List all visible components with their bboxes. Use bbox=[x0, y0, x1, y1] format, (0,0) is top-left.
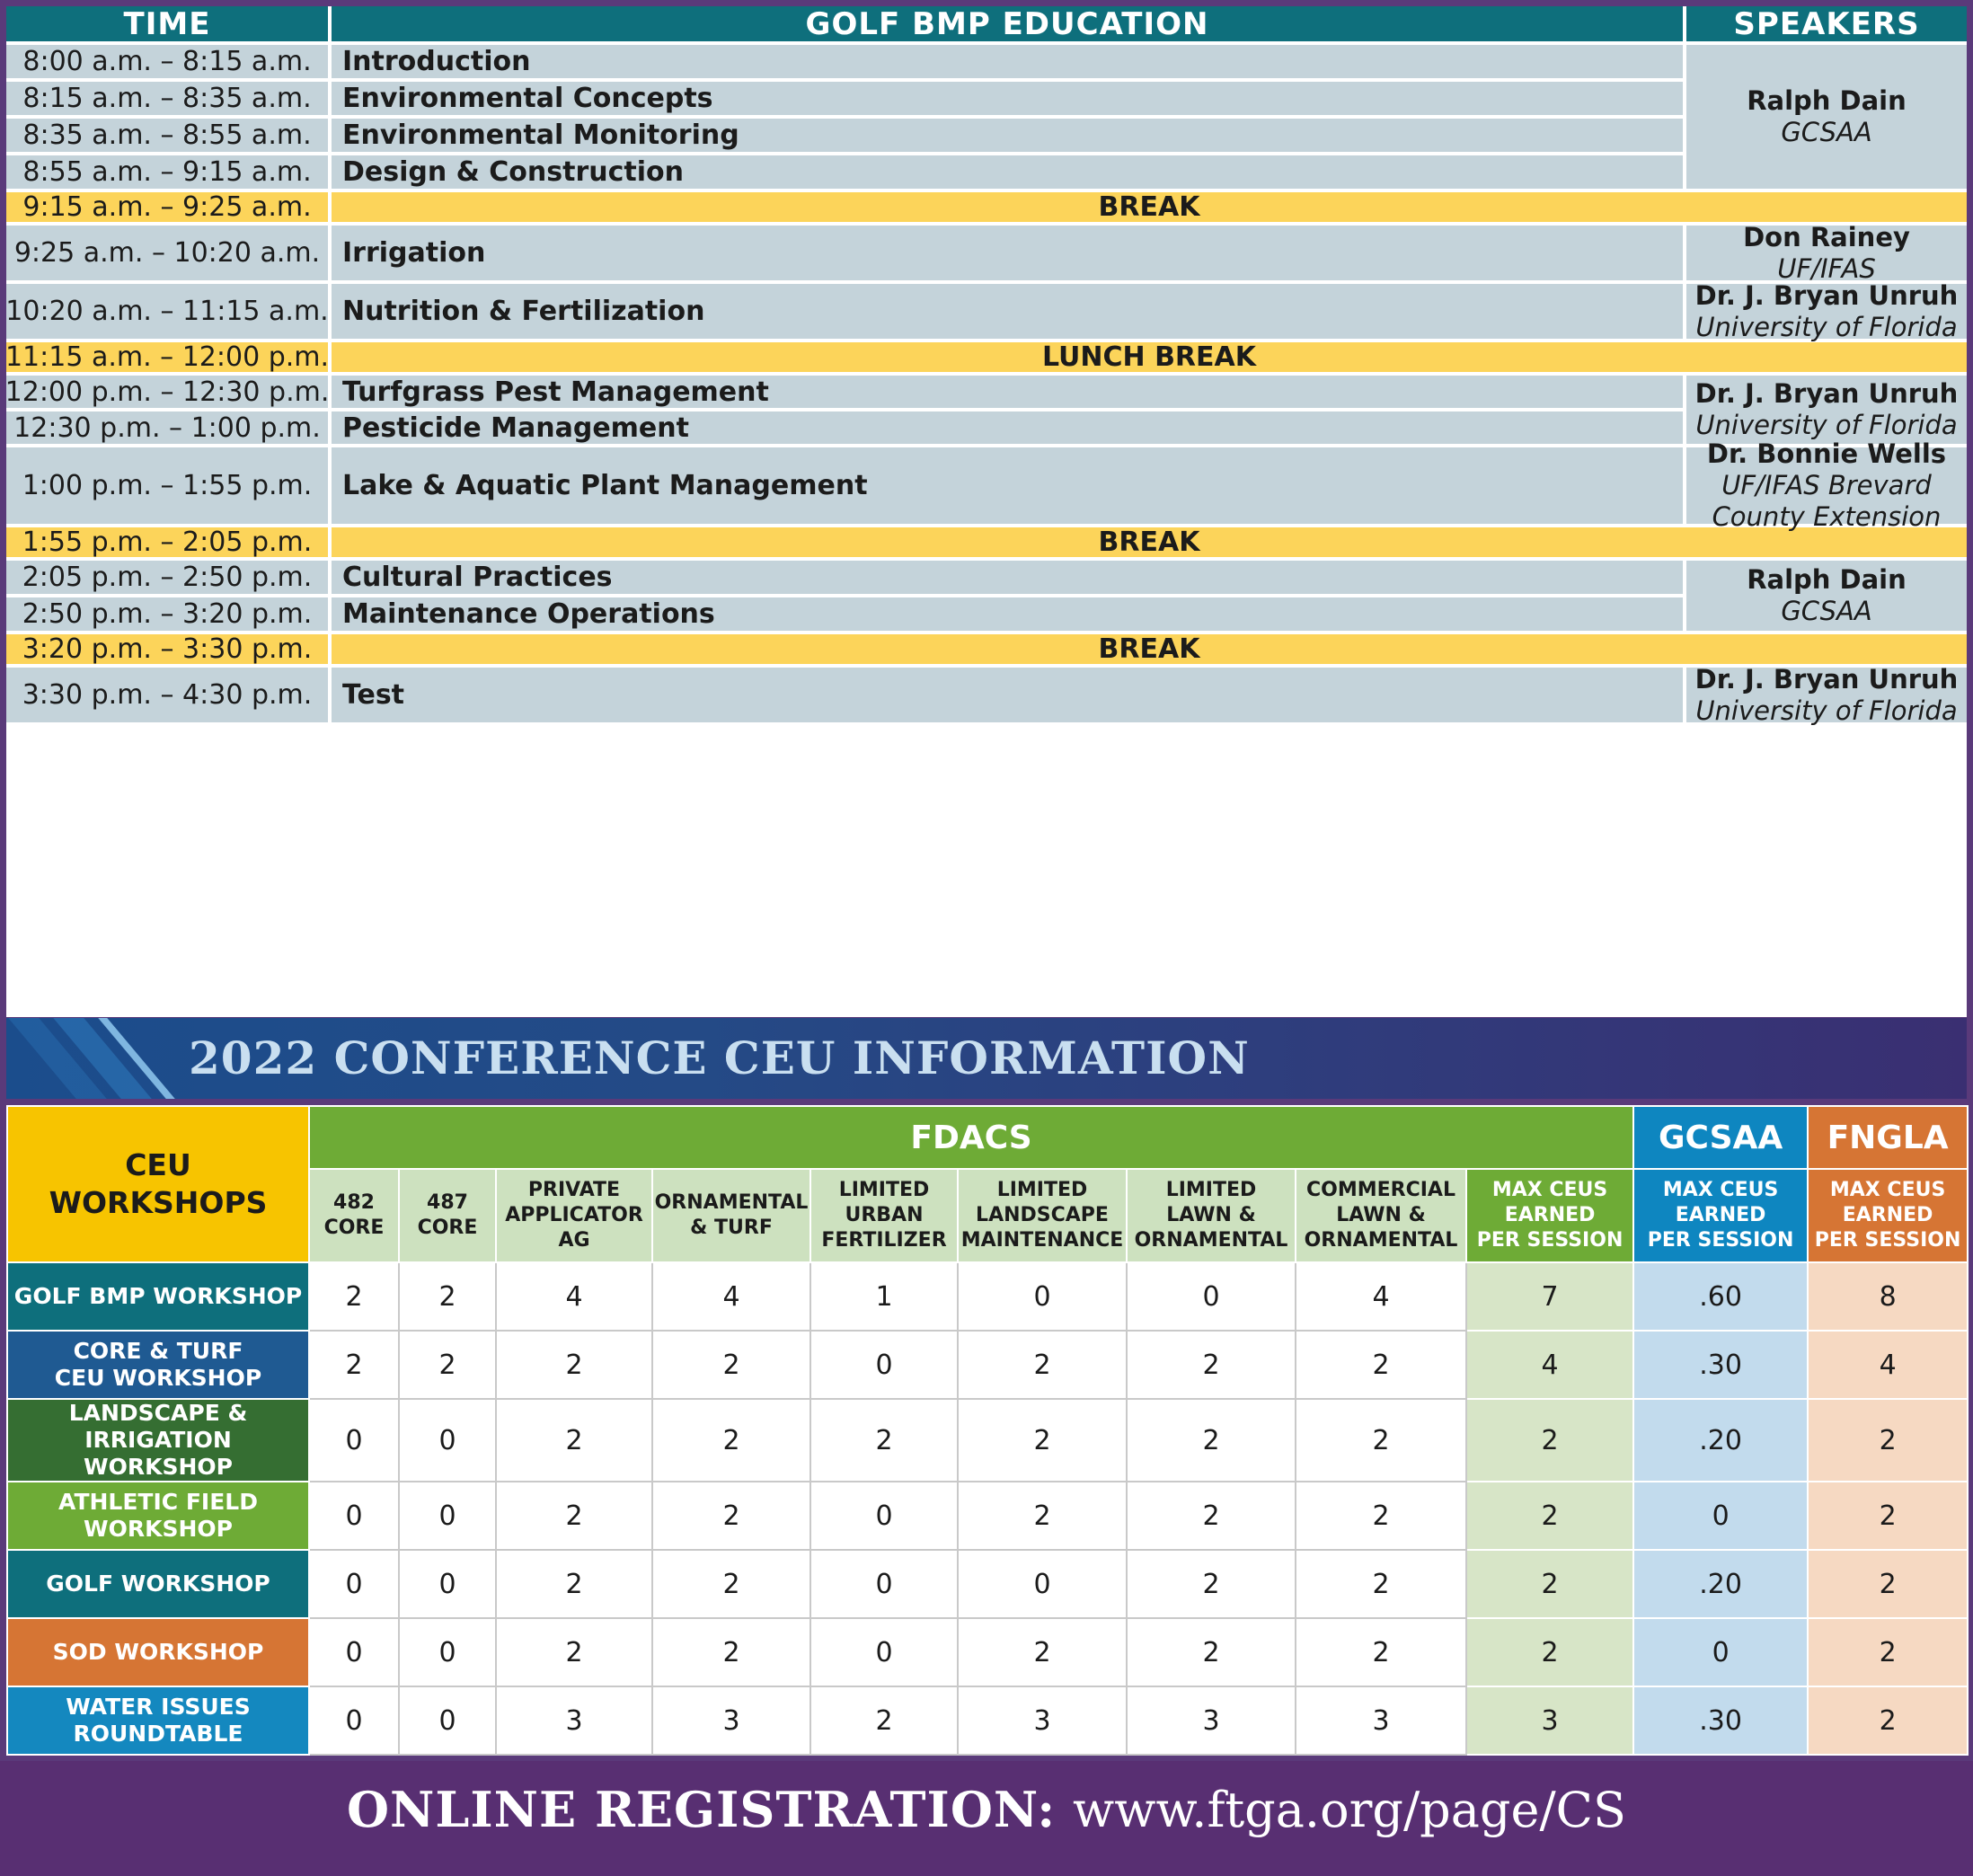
topic-cell: Lake & Aquatic Plant Management bbox=[332, 447, 1683, 524]
ceu-value-cell: 2 bbox=[1466, 1550, 1633, 1618]
speaker-affiliation: County Extension bbox=[1712, 501, 1942, 532]
ceu-table-row bbox=[7, 1399, 1968, 1482]
speaker-affiliation: University of Florida bbox=[1695, 695, 1958, 726]
ceu-value-cell: 2 bbox=[1808, 1399, 1968, 1482]
workshop-name-cell bbox=[7, 1482, 309, 1550]
ceu-value-cell: 4 bbox=[1808, 1331, 1968, 1399]
ceu-value-cell: 0 bbox=[958, 1262, 1127, 1331]
speaker-affiliation: GCSAA bbox=[1781, 596, 1872, 626]
ceu-value-cell: 2 bbox=[1466, 1618, 1633, 1686]
speaker-name: Ralph Dain bbox=[1747, 564, 1907, 595]
ceu-value-cell: 0 bbox=[1127, 1262, 1296, 1331]
ceu-value-cell: .30 bbox=[1633, 1686, 1808, 1755]
column-header-line: LANDSCAPE bbox=[976, 1204, 1109, 1226]
column-header-line: LAWN & bbox=[1166, 1204, 1256, 1226]
ceu-value-cell: 2 bbox=[1466, 1482, 1633, 1550]
ceu-table-row bbox=[7, 1550, 1968, 1618]
speaker-affiliation: UF/IFAS Brevard bbox=[1721, 470, 1932, 500]
workshop-name-cell bbox=[7, 1399, 309, 1482]
ceu-banner bbox=[6, 1018, 1967, 1099]
ceu-value-cell: 2 bbox=[958, 1399, 1127, 1482]
workshop-name-line: GOLF WORKSHOP bbox=[46, 1571, 270, 1597]
ceu-value-cell: 7 bbox=[1466, 1262, 1633, 1331]
ceu-value-cell: 0 bbox=[958, 1550, 1127, 1618]
ceu-table-row bbox=[7, 1618, 1968, 1686]
column-header-line: PER SESSION bbox=[1647, 1229, 1794, 1252]
topic-cell: Environmental Concepts bbox=[332, 82, 1683, 115]
ceu-value-cell: 2 bbox=[652, 1550, 810, 1618]
ceu-value-cell: 2 bbox=[399, 1331, 496, 1399]
topic-cell: Turfgrass Pest Management bbox=[332, 376, 1683, 408]
ceu-value-cell: 2 bbox=[496, 1482, 652, 1550]
topic-cell: Nutrition & Fertilization bbox=[332, 284, 1683, 339]
ceu-corner-line: WORKSHOPS bbox=[49, 1185, 268, 1220]
workshop-name-line: GOLF BMP WORKSHOP bbox=[13, 1283, 303, 1309]
speaker-name: Dr. J. Bryan Unruh bbox=[1694, 663, 1959, 695]
ceu-value-cell: 0 bbox=[810, 1331, 958, 1399]
ceu-value-cell: 2 bbox=[1808, 1618, 1968, 1686]
column-header-line: APPLICATOR bbox=[505, 1204, 643, 1226]
ceu-value-cell: 0 bbox=[309, 1482, 399, 1550]
workshop-name-cell bbox=[7, 1550, 309, 1618]
ceu-value-cell: 0 bbox=[309, 1399, 399, 1482]
time-cell: 8:00 a.m. – 8:15 a.m. bbox=[6, 45, 328, 78]
column-header-line: PRIVATE bbox=[527, 1179, 621, 1201]
column-header-line: MAX CEUS bbox=[1662, 1179, 1779, 1201]
ceu-value-cell: .20 bbox=[1633, 1399, 1808, 1482]
fdacs-max-ceus-header bbox=[1466, 1169, 1633, 1262]
ceu-value-cell: 2 bbox=[958, 1618, 1127, 1686]
ceu-value-cell: 3 bbox=[652, 1686, 810, 1755]
column-header-line: LAWN & bbox=[1336, 1204, 1426, 1226]
ceu-value-cell: 2 bbox=[1808, 1550, 1968, 1618]
ceu-value-cell: 2 bbox=[1296, 1550, 1466, 1618]
ceu-value-cell: 2 bbox=[810, 1399, 958, 1482]
ceu-table-row bbox=[7, 1482, 1968, 1550]
ceu-value-cell: 4 bbox=[652, 1262, 810, 1331]
ceu-value-cell: 4 bbox=[496, 1262, 652, 1331]
column-header-line: MAINTENANCE bbox=[960, 1229, 1124, 1252]
gcsaa-max-ceus-header bbox=[1633, 1169, 1808, 1262]
ceu-value-cell: 2 bbox=[652, 1331, 810, 1399]
time-cell: 3:30 p.m. – 4:30 p.m. bbox=[6, 668, 328, 722]
speaker-name: Dr. J. Bryan Unruh bbox=[1694, 279, 1959, 311]
ceu-value-cell: 2 bbox=[496, 1399, 652, 1482]
topic-cell: Irrigation bbox=[332, 226, 1683, 280]
column-header-line: ORNAMENTAL bbox=[1304, 1229, 1458, 1252]
ceu-value-cell: 0 bbox=[1633, 1482, 1808, 1550]
workshop-name-cell bbox=[7, 1262, 309, 1331]
topic-cell: Test bbox=[332, 668, 1683, 722]
fngla-group-header: FNGLA bbox=[1808, 1106, 1968, 1169]
column-header-line: 487 bbox=[427, 1191, 468, 1214]
column-header-line: LIMITED bbox=[838, 1179, 930, 1201]
topic-cell: Cultural Practices bbox=[332, 561, 1683, 594]
ceu-value-cell: 0 bbox=[810, 1482, 958, 1550]
fdacs-column-header bbox=[309, 1169, 399, 1262]
speaker-cell bbox=[1686, 663, 1967, 726]
ceu-value-cell: 2 bbox=[1127, 1331, 1296, 1399]
ceu-value-cell: 4 bbox=[1466, 1331, 1633, 1399]
speaker-name: Dr. Bonnie Wells bbox=[1706, 438, 1947, 469]
ceu-value-cell: 2 bbox=[1296, 1331, 1466, 1399]
ceu-value-cell: 2 bbox=[1808, 1482, 1968, 1550]
speaker-cell bbox=[1686, 561, 1967, 631]
ceu-value-cell: 2 bbox=[1127, 1482, 1296, 1550]
fdacs-column-header bbox=[399, 1169, 496, 1262]
ceu-value-cell: .20 bbox=[1633, 1550, 1808, 1618]
ceu-value-cell: 2 bbox=[309, 1262, 399, 1331]
topic-cell: Introduction bbox=[332, 45, 1683, 78]
column-header-line: CORE bbox=[323, 1217, 385, 1239]
column-header-line: FERTILIZER bbox=[821, 1229, 947, 1252]
fdacs-group-header: FDACS bbox=[309, 1106, 1633, 1169]
break-label: BREAK bbox=[332, 527, 1967, 557]
column-header-line: CORE bbox=[417, 1217, 478, 1239]
time-cell: 9:15 a.m. – 9:25 a.m. bbox=[6, 192, 328, 222]
topic-cell: Pesticide Management bbox=[332, 411, 1683, 444]
ceu-value-cell: 0 bbox=[399, 1550, 496, 1618]
ceu-value-cell: 3 bbox=[1296, 1686, 1466, 1755]
speaker-cell bbox=[1686, 221, 1967, 284]
ceu-table-row bbox=[7, 1262, 1968, 1331]
registration-url[interactable]: www.ftga.org/page/CS bbox=[1073, 1782, 1626, 1838]
ceu-value-cell: 2 bbox=[652, 1482, 810, 1550]
column-header-line: LIMITED bbox=[1165, 1179, 1257, 1201]
break-label: LUNCH BREAK bbox=[332, 342, 1967, 372]
ceu-value-cell: 1 bbox=[810, 1262, 958, 1331]
column-header-line: 482 bbox=[333, 1191, 375, 1214]
ceu-value-cell: 3 bbox=[958, 1686, 1127, 1755]
column-header-line: ORNAMENTAL bbox=[654, 1191, 809, 1214]
speaker-affiliation: University of Florida bbox=[1695, 410, 1958, 440]
workshop-name-line: IRRIGATION WORKSHOP bbox=[84, 1427, 233, 1480]
speaker-affiliation: UF/IFAS bbox=[1777, 252, 1876, 284]
time-cell: 1:00 p.m. – 1:55 p.m. bbox=[6, 447, 328, 524]
break-label: BREAK bbox=[332, 634, 1967, 664]
ceu-value-cell: 2 bbox=[1296, 1399, 1466, 1482]
speaker-affiliation: GCSAA bbox=[1781, 117, 1872, 147]
ceu-value-cell: 8 bbox=[1808, 1262, 1968, 1331]
ceu-value-cell: 2 bbox=[958, 1482, 1127, 1550]
speaker-name: Ralph Dain bbox=[1747, 85, 1907, 116]
ceu-table-row bbox=[7, 1331, 1968, 1399]
time-cell: 12:30 p.m. – 1:00 p.m. bbox=[6, 411, 328, 444]
speaker-name: Don Rainey bbox=[1743, 221, 1910, 252]
time-cell: 8:35 a.m. – 8:55 a.m. bbox=[6, 119, 328, 152]
workshop-name-line: CORE & TURF bbox=[73, 1338, 243, 1364]
ceu-value-cell: 2 bbox=[1296, 1618, 1466, 1686]
ceu-value-cell: 3 bbox=[1127, 1686, 1296, 1755]
column-header-line: EARNED bbox=[1842, 1204, 1933, 1226]
ceu-value-cell: 2 bbox=[399, 1262, 496, 1331]
workshop-name-line: LANDSCAPE & bbox=[68, 1400, 248, 1426]
column-header-line: PER SESSION bbox=[1814, 1229, 1961, 1252]
ceu-value-cell: .30 bbox=[1633, 1331, 1808, 1399]
online-registration-footer bbox=[0, 1761, 1973, 1876]
column-header-line: MAX CEUS bbox=[1491, 1179, 1608, 1201]
registration-label: ONLINE REGISTRATION: bbox=[347, 1781, 1057, 1838]
ceu-value-cell: 2 bbox=[1127, 1550, 1296, 1618]
ceu-value-cell: 2 bbox=[496, 1618, 652, 1686]
gcsaa-group-header: GCSAA bbox=[1633, 1106, 1808, 1169]
ceu-value-cell: 4 bbox=[1296, 1262, 1466, 1331]
workshop-name-line: ATHLETIC FIELD bbox=[58, 1489, 258, 1515]
column-header-line: & TURF bbox=[690, 1217, 773, 1239]
workshop-name-cell bbox=[7, 1686, 309, 1755]
column-header-line: EARNED bbox=[1504, 1204, 1596, 1226]
topic-cell: Environmental Monitoring bbox=[332, 119, 1683, 152]
column-header-line: LIMITED bbox=[996, 1179, 1088, 1201]
workshop-name-line: CEU WORKSHOP bbox=[54, 1365, 262, 1391]
fdacs-column-header bbox=[652, 1169, 810, 1262]
time-cell: 11:15 a.m. – 12:00 p.m. bbox=[4, 341, 330, 373]
fdacs-column-header bbox=[958, 1169, 1127, 1262]
time-cell: 12:00 p.m. – 12:30 p.m. bbox=[4, 376, 330, 408]
ceu-value-cell: 2 bbox=[1466, 1399, 1633, 1482]
fngla-max-ceus-header bbox=[1808, 1169, 1968, 1262]
time-cell: 8:15 a.m. – 8:35 a.m. bbox=[6, 82, 328, 115]
speaker-cell bbox=[1686, 279, 1967, 342]
time-cell: 9:25 a.m. – 10:20 a.m. bbox=[6, 226, 328, 280]
ceu-value-cell: 2 bbox=[309, 1331, 399, 1399]
column-header-line: AG bbox=[558, 1229, 590, 1252]
time-cell: 8:55 a.m. – 9:15 a.m. bbox=[6, 155, 328, 189]
topic-cell: Design & Construction bbox=[332, 155, 1683, 189]
ceu-value-cell: 3 bbox=[496, 1686, 652, 1755]
time-cell: 3:20 p.m. – 3:30 p.m. bbox=[6, 634, 328, 664]
topic-header: GOLF BMP EDUCATION bbox=[332, 6, 1683, 41]
ceu-value-cell: 2 bbox=[958, 1331, 1127, 1399]
ceu-banner-title: 2022 CONFERENCE CEU INFORMATION bbox=[189, 1031, 1250, 1084]
column-header-line: MAX CEUS bbox=[1829, 1179, 1946, 1201]
ceu-value-cell: 0 bbox=[309, 1618, 399, 1686]
time-cell: 2:05 p.m. – 2:50 p.m. bbox=[6, 561, 328, 594]
ceu-value-cell: 2 bbox=[1127, 1618, 1296, 1686]
speaker-name: Dr. J. Bryan Unruh bbox=[1694, 378, 1959, 409]
fdacs-column-header bbox=[496, 1169, 652, 1262]
topic-cell: Maintenance Operations bbox=[332, 597, 1683, 631]
fdacs-column-header bbox=[810, 1169, 958, 1262]
workshop-name-cell bbox=[7, 1331, 309, 1399]
ceu-value-cell: 2 bbox=[652, 1399, 810, 1482]
fdacs-column-header bbox=[1296, 1169, 1466, 1262]
workshop-name-line: ROUNDTABLE bbox=[73, 1721, 243, 1747]
time-header: TIME bbox=[6, 6, 328, 41]
ceu-value-cell: 0 bbox=[399, 1399, 496, 1482]
workshop-name-line: WORKSHOP bbox=[84, 1516, 233, 1542]
time-cell: 2:50 p.m. – 3:20 p.m. bbox=[6, 597, 328, 631]
ceu-value-cell: 2 bbox=[1127, 1399, 1296, 1482]
ceu-value-cell: 3 bbox=[1466, 1686, 1633, 1755]
ceu-value-cell: 0 bbox=[399, 1686, 496, 1755]
schedule-table bbox=[6, 6, 1967, 1017]
ceu-value-cell: 0 bbox=[810, 1550, 958, 1618]
ceu-table bbox=[6, 1105, 1969, 1756]
workshop-name-line: SOD WORKSHOP bbox=[52, 1639, 264, 1665]
speaker-cell bbox=[1686, 438, 1967, 532]
speakers-header: SPEAKERS bbox=[1686, 6, 1967, 41]
column-header-line: ORNAMENTAL bbox=[1134, 1229, 1288, 1252]
workshop-name-cell bbox=[7, 1618, 309, 1686]
ceu-value-cell: 0 bbox=[309, 1550, 399, 1618]
column-header-line: EARNED bbox=[1675, 1204, 1766, 1226]
ceu-value-cell: 2 bbox=[1808, 1686, 1968, 1755]
ceu-value-cell: 0 bbox=[1633, 1618, 1808, 1686]
column-header-line: URBAN bbox=[845, 1204, 924, 1226]
speaker-cell bbox=[1686, 45, 1967, 189]
ceu-value-cell: 2 bbox=[496, 1550, 652, 1618]
speaker-affiliation: University of Florida bbox=[1695, 311, 1958, 342]
ceu-value-cell: 2 bbox=[652, 1618, 810, 1686]
ceu-table-row bbox=[7, 1686, 1968, 1755]
break-label: BREAK bbox=[332, 192, 1967, 222]
ceu-value-cell: 0 bbox=[810, 1618, 958, 1686]
ceu-workshops-header bbox=[7, 1106, 309, 1262]
ceu-value-cell: 2 bbox=[496, 1331, 652, 1399]
ceu-value-cell: .60 bbox=[1633, 1262, 1808, 1331]
workshop-name-line: WATER ISSUES bbox=[66, 1694, 251, 1720]
ceu-value-cell: 0 bbox=[399, 1482, 496, 1550]
speaker-cell bbox=[1686, 376, 1967, 444]
ceu-corner-line: CEU bbox=[125, 1147, 191, 1182]
ceu-value-cell: 2 bbox=[1296, 1482, 1466, 1550]
column-header-line: COMMERCIAL bbox=[1306, 1179, 1455, 1201]
ceu-value-cell: 0 bbox=[309, 1686, 399, 1755]
column-header-line: PER SESSION bbox=[1476, 1229, 1624, 1252]
ceu-value-cell: 2 bbox=[810, 1686, 958, 1755]
time-cell: 1:55 p.m. – 2:05 p.m. bbox=[6, 527, 328, 557]
fdacs-column-header bbox=[1127, 1169, 1296, 1262]
ceu-value-cell: 0 bbox=[399, 1618, 496, 1686]
time-cell: 10:20 a.m. – 11:15 a.m. bbox=[6, 284, 328, 339]
